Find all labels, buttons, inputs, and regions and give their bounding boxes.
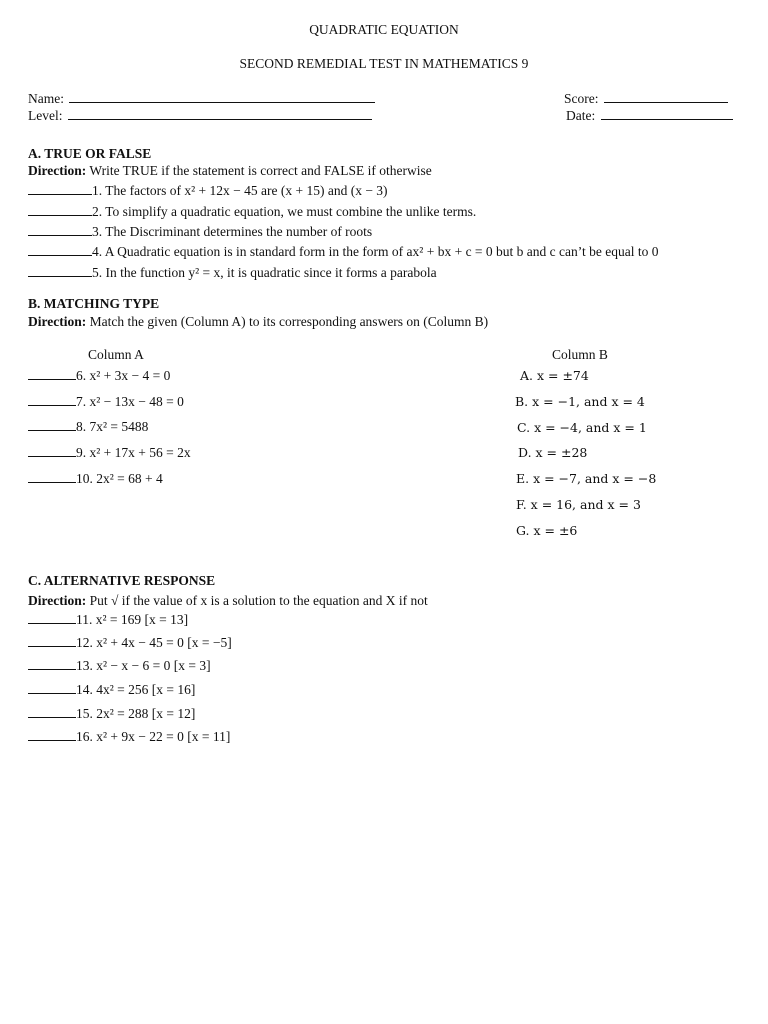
response-row [28,705,195,722]
answer-blank[interactable] [28,203,92,216]
question-row [28,243,659,260]
question-text: 1. The factors of x² + 12x − 45 are (x + 15) and (x − 3) [92,183,388,198]
answer-blank[interactable] [28,367,76,380]
answer-blank[interactable] [28,705,76,718]
question-row [28,203,476,220]
column-a-item: 7. x² − 13x − 48 = 0 [76,394,184,409]
response-row [28,681,195,698]
page-title: QUADRATIC EQUATION [309,22,459,37]
section-b-direction [28,314,488,330]
level-line[interactable] [68,107,372,120]
matching-row [28,418,148,435]
answer-blank[interactable] [28,728,76,741]
column-b-item: F. x = 16, and x = 3 [516,497,641,512]
answer-blank[interactable] [28,634,76,647]
response-item: 16. x² + 9x − 22 = 0 [x = 11] [76,729,231,744]
response-item: 13. x² − x − 6 = 0 [x = 3] [76,658,211,673]
question-text: 3. The Discriminant determines the number of roots [92,224,373,239]
column-b-item: D. x = ±28 [518,445,588,460]
matching-row [28,367,170,384]
column-a-item: 10. 2x² = 68 + 4 [76,471,163,486]
question-row [28,182,388,199]
section-c-heading: C. ALTERNATIVE RESPONSE [28,573,216,588]
response-row [28,728,230,745]
column-b-item: E. x = −7, and x = −8 [516,471,657,486]
column-b-item: C. x = −4, and x = 1 [517,420,647,435]
response-item: 11. x² = 169 [x = 13] [76,612,189,627]
page-subtitle: SECOND REMEDIAL TEST IN MATHEMATICS 9 [239,56,529,71]
direction-label: Direction: [28,314,87,329]
column-a-item: 6. x² + 3x − 4 = 0 [76,368,171,383]
direction-text: Put √ if the value of x is a solution to the equation and X if not [86,593,428,608]
response-item: 14. 4x² = 256 [x = 16] [76,682,196,697]
name-line[interactable] [69,90,375,103]
response-item: 15. 2x² = 288 [x = 12] [76,706,196,721]
section-a-heading: A. TRUE OR FALSE [28,146,152,161]
matching-row [28,470,163,487]
answer-blank[interactable] [28,243,92,256]
column-b-item: B. x = −1, and x = 4 [515,394,645,409]
answer-blank[interactable] [28,611,76,624]
direction-label: Direction: [28,163,87,178]
question-text: 4. A Quadratic equation is in standard form in the form of ax² + bx + c = 0 but b and c can’t be equal to 0 [92,244,659,259]
name-field [28,90,375,107]
answer-blank[interactable] [28,657,76,670]
section-a-direction [28,163,432,179]
section-b-heading: B. MATCHING TYPE [28,296,160,311]
column-a-item: 8. 7x² = 5488 [76,419,149,434]
level-label: Level: [28,108,63,123]
response-row [28,657,211,674]
question-row [28,264,437,281]
column-a-item: 9. x² + 17x + 56 = 2x [76,445,191,460]
direction-label: Direction: [28,593,87,608]
response-row [28,634,232,651]
answer-blank[interactable] [28,444,76,457]
column-b-item: A. x = ±74 [520,368,589,383]
date-line[interactable] [601,107,733,120]
name-label: Name: [28,91,64,106]
answer-blank[interactable] [28,418,76,431]
section-c-direction [28,593,428,609]
response-row [28,611,188,628]
answer-blank[interactable] [28,681,76,694]
answer-blank[interactable] [28,264,92,277]
matching-row [28,393,184,410]
matching-row [28,444,191,461]
score-line[interactable] [604,90,728,103]
question-row [28,223,372,240]
score-field [564,90,728,107]
date-label: Date: [566,108,596,123]
date-field [566,107,733,124]
column-b-header: Column B [552,347,608,362]
direction-text: Write TRUE if the statement is correct and FALSE if otherwise [86,163,432,178]
answer-blank[interactable] [28,182,92,195]
score-label: Score: [564,91,599,106]
question-text: 5. In the function y² = x, it is quadratic since it forms a parabola [92,265,437,280]
answer-blank[interactable] [28,223,92,236]
column-a-header: Column A [88,347,144,362]
answer-blank[interactable] [28,470,76,483]
direction-text: Match the given (Column A) to its corresponding answers on (Column B) [86,314,489,329]
answer-blank[interactable] [28,393,76,406]
level-field [28,107,372,124]
question-text: 2. To simplify a quadratic equation, we must combine the unlike terms. [92,204,477,219]
column-b-item: G. x = ±6 [516,523,578,538]
response-item: 12. x² + 4x − 45 = 0 [x = −5] [76,635,232,650]
